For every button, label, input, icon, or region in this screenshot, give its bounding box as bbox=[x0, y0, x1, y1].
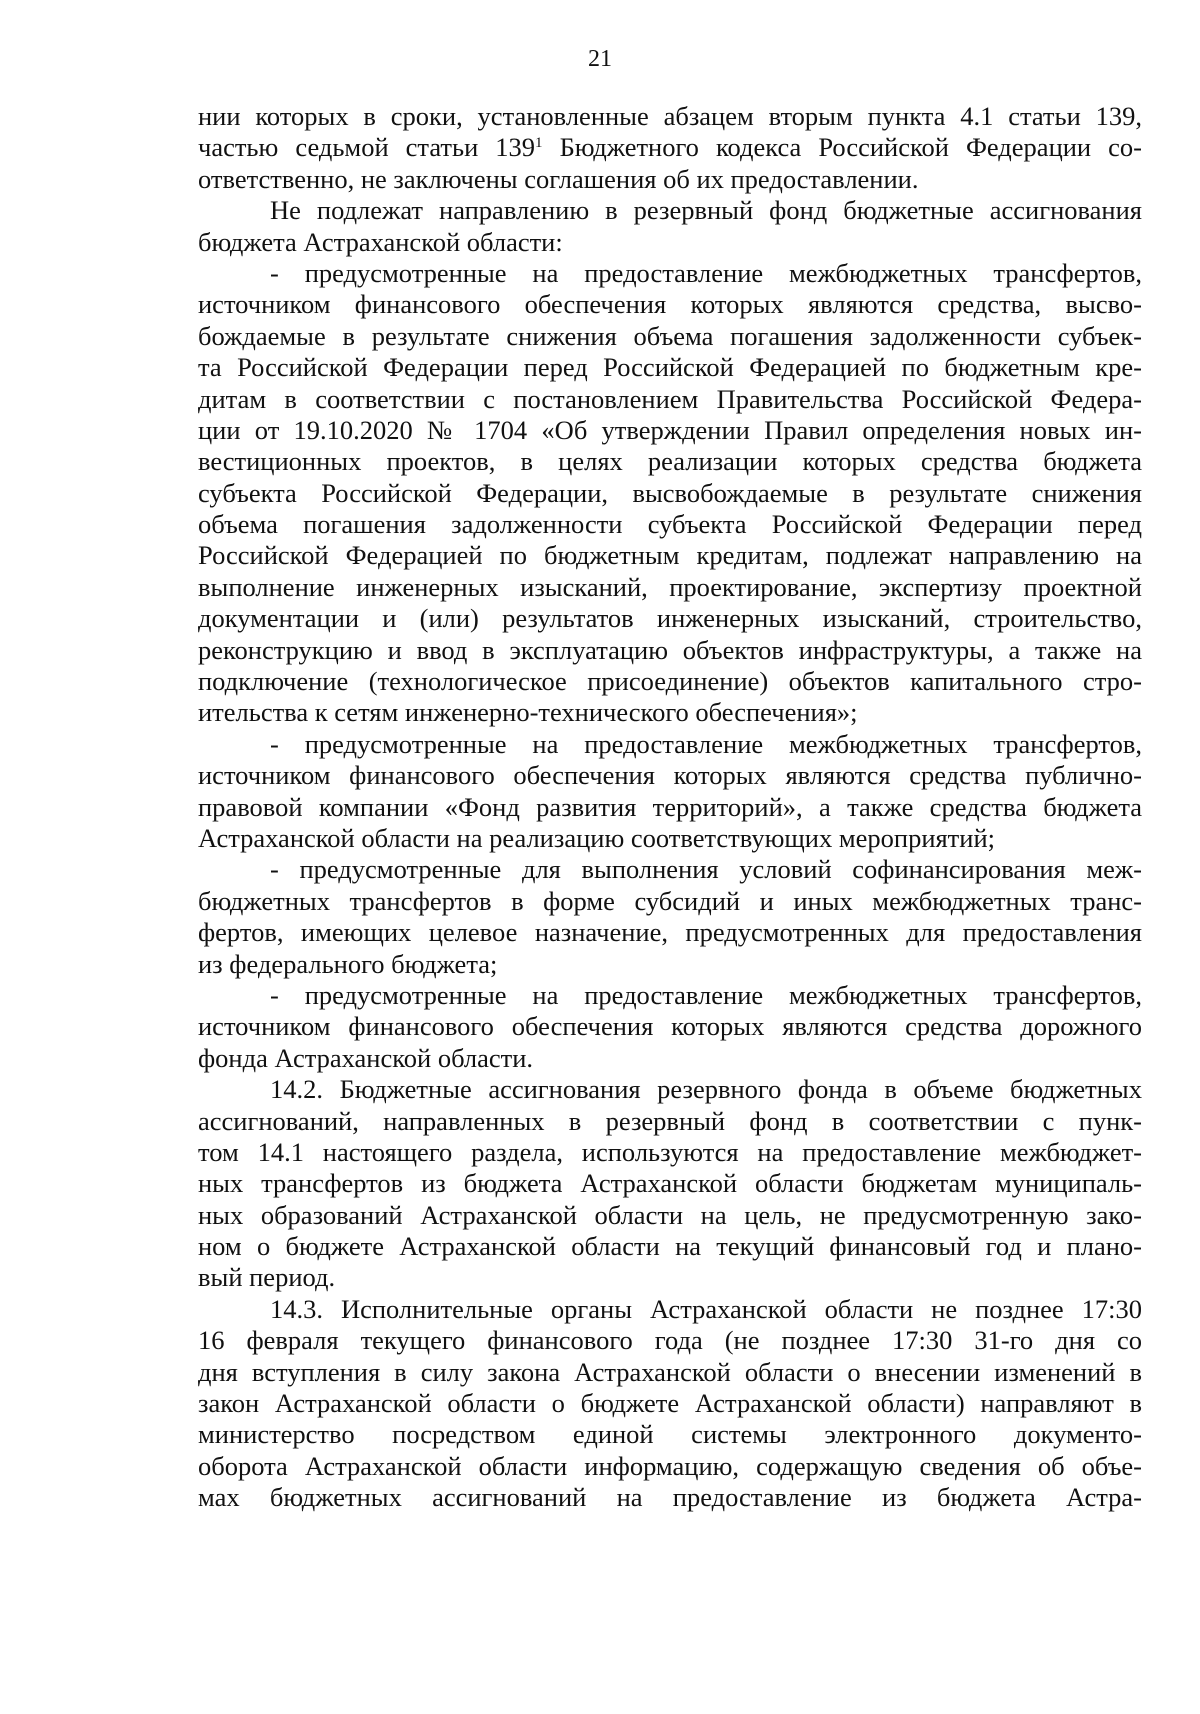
text-line-continuation: Бюджетного кодекса Российской Федерации со- bbox=[542, 132, 1142, 163]
text-line-content: закон Астраханской области о бюджете Астраханской области) направляют в bbox=[198, 1388, 1142, 1419]
footnote-superscript: 1 bbox=[535, 135, 543, 152]
text-line-content: подключение (технологическое присоединение) объектов капитального стро- bbox=[198, 666, 1142, 697]
text-line bbox=[198, 666, 1142, 697]
text-line-content: мах бюджетных ассигнований на предоставление из бюджета Астра- bbox=[198, 1482, 1142, 1513]
text-line-content: ных трансфертов из бюджета Астраханской области бюджетам муниципаль- bbox=[198, 1168, 1142, 1199]
text-line-content: Астраханской области на реализацию соответствующих мероприятий; bbox=[198, 822, 995, 853]
text-line-content: ных образований Астраханской области на цель, не предусмотренную зако- bbox=[198, 1199, 1142, 1230]
text-line bbox=[198, 1137, 1142, 1168]
body-text bbox=[198, 101, 1142, 1514]
text-line bbox=[198, 1419, 1142, 1450]
text-line bbox=[198, 1074, 1142, 1105]
text-line-content: фертов, имеющих целевое назначение, предусмотренных для предоставления bbox=[198, 917, 1142, 948]
text-line-content: объема погашения задолженности субъекта Российской Федерации перед bbox=[198, 509, 1142, 540]
text-line bbox=[198, 949, 1142, 980]
text-line bbox=[198, 352, 1142, 383]
text-line-content: Не подлежат направлению в резервный фонд бюджетные ассигнования bbox=[270, 195, 1142, 226]
text-line bbox=[198, 1168, 1142, 1199]
text-line-content: бюджетных трансфертов в форме субсидий и иных межбюджетных транс- bbox=[198, 885, 1142, 916]
text-line bbox=[198, 886, 1142, 917]
text-line-content: нии которых в сроки, установленные абзацем вторым пункта 4.1 статьи 139, bbox=[198, 101, 1142, 131]
text-line-content: 16 февраля текущего финансового года (не позднее 17:30 31-го дня со bbox=[198, 1325, 1142, 1356]
text-line-content: фонда Астраханской области. bbox=[198, 1042, 534, 1073]
text-line bbox=[198, 195, 1142, 226]
text-line bbox=[198, 792, 1142, 823]
text-line bbox=[198, 603, 1142, 634]
text-line bbox=[198, 697, 1142, 728]
page-number: 21 bbox=[588, 46, 612, 72]
text-line bbox=[198, 572, 1142, 603]
text-line-content: источником финансового обеспечения которых являются средства дорожного bbox=[198, 1011, 1142, 1042]
text-line bbox=[198, 1106, 1142, 1137]
text-line bbox=[198, 1357, 1142, 1388]
text-line-content: 14.2. Бюджетные ассигнования резервного фонда в объеме бюджетных bbox=[270, 1074, 1142, 1105]
text-line-content: министерство посредством единой системы электронного документо- bbox=[198, 1419, 1142, 1450]
text-line-content: из федерального бюджета; bbox=[198, 948, 498, 979]
text-line-content: дня вступления в силу закона Астраханской области о внесении изменений в bbox=[198, 1356, 1142, 1387]
text-line bbox=[198, 164, 1142, 195]
text-line bbox=[198, 132, 1142, 163]
text-line bbox=[198, 101, 1142, 132]
text-line bbox=[198, 446, 1142, 477]
text-line bbox=[198, 1200, 1142, 1231]
text-line bbox=[198, 478, 1142, 509]
text-line-content: вестиционных проектов, в целях реализации которых средства бюджета bbox=[198, 446, 1142, 477]
text-line-content: та Российской Федерации перед Российской Федерацией по бюджетным кре- bbox=[198, 352, 1142, 383]
text-line bbox=[198, 1294, 1142, 1325]
text-line bbox=[198, 823, 1142, 854]
text-line bbox=[198, 1325, 1142, 1356]
text-line bbox=[198, 540, 1142, 571]
text-line-content: реконструкцию и ввод в эксплуатацию объектов инфраструктуры, а также на bbox=[198, 634, 1142, 665]
text-line bbox=[198, 227, 1142, 258]
text-line bbox=[198, 1262, 1142, 1293]
text-line-content: оборота Астраханской области информацию, содержащую сведения об объе- bbox=[198, 1450, 1142, 1481]
text-line-content: правовой компании «Фонд развития территорий», а также средства бюджета bbox=[198, 791, 1142, 822]
text-line bbox=[198, 1388, 1142, 1419]
text-line bbox=[198, 1482, 1142, 1513]
text-line bbox=[198, 635, 1142, 666]
text-line-content: ном о бюджете Астраханской области на текущий финансовый год и плано- bbox=[198, 1231, 1142, 1262]
text-line-content: ительства к сетям инженерно-технического обеспечения»; bbox=[198, 697, 858, 728]
text-line bbox=[198, 1043, 1142, 1074]
text-line bbox=[198, 1231, 1142, 1262]
text-line-content: частью седьмой статьи 139 bbox=[198, 132, 536, 163]
text-line-content: документации и (или) результатов инженерных изысканий, строительство, bbox=[198, 603, 1142, 634]
text-line bbox=[198, 509, 1142, 540]
text-line-content: - предусмотренные на предоставление межбюджетных трансфертов, bbox=[270, 257, 1142, 288]
text-line-content: бюджета Астраханской области: bbox=[198, 226, 563, 257]
text-line-content: субъекта Российской Федерации, высвобождаемые в результате снижения bbox=[198, 477, 1142, 508]
text-line-content: - предусмотренные для выполнения условий софинансирования меж- bbox=[270, 854, 1142, 885]
text-line bbox=[198, 258, 1142, 289]
text-line bbox=[198, 321, 1142, 352]
text-line-content: ции от 19.10.2020 № 1704 «Об утверждении Правил определения новых ин- bbox=[198, 414, 1142, 445]
text-line bbox=[198, 917, 1142, 948]
text-line bbox=[198, 289, 1142, 320]
text-line-content: вый период. bbox=[198, 1262, 336, 1293]
text-line-content: - предусмотренные на предоставление межбюджетных трансфертов, bbox=[270, 979, 1142, 1010]
text-line-content: ответственно, не заключены соглашения об их предоставлении. bbox=[198, 163, 919, 194]
text-line-content: Российской Федерацией по бюджетным кредитам, подлежат направлению на bbox=[198, 540, 1142, 571]
text-line-content: выполнение инженерных изысканий, проектирование, экспертизу проектной bbox=[198, 571, 1142, 602]
text-line-content: том 14.1 настоящего раздела, используются на предоставление межбюджет- bbox=[198, 1136, 1142, 1167]
text-line-content: источником финансового обеспечения которых являются средства, высво- bbox=[198, 289, 1142, 320]
text-line bbox=[198, 1011, 1142, 1042]
text-line-content: - предусмотренные на предоставление межбюджетных трансфертов, bbox=[270, 728, 1142, 759]
text-line bbox=[198, 384, 1142, 415]
text-line-content: ассигнований, направленных в резервный фонд в соответствии с пунк- bbox=[198, 1105, 1142, 1136]
text-line bbox=[198, 729, 1142, 760]
text-line bbox=[198, 760, 1142, 791]
text-line-content: 14.3. Исполнительные органы Астраханской области не позднее 17:30 bbox=[270, 1293, 1142, 1324]
text-line-content: источником финансового обеспечения которых являются средства публично- bbox=[198, 760, 1142, 791]
text-line bbox=[198, 415, 1142, 446]
text-line bbox=[198, 980, 1142, 1011]
text-line bbox=[198, 854, 1142, 885]
text-line bbox=[198, 1451, 1142, 1482]
text-line-content: дитам в соответствии с постановлением Правительства Российской Федера- bbox=[198, 383, 1142, 414]
text-line-content: бождаемые в результате снижения объема погашения задолженности субъек- bbox=[198, 320, 1142, 351]
